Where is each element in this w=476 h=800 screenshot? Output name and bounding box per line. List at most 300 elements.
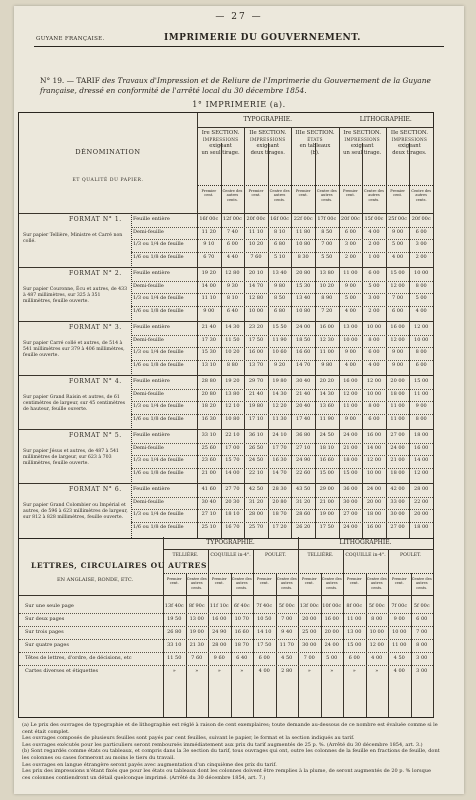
header-rule [197,127,433,128]
row-divider [131,281,433,282]
price-cell: 11 30 [272,415,287,422]
price-cell: 10 70 [234,616,249,622]
format-name: FORMAT N° 3. [69,324,122,331]
section-header [386,130,433,156]
price-cell: 25f 00c [388,216,408,222]
price-cell: 10 80 [225,415,240,422]
price-cell: 4 00 [258,668,270,674]
price-cell: 13f 00c [299,603,319,609]
price-cell: 30 00 [302,642,317,648]
size-row-label: 1/3 ou 1/4 de feuille [133,295,184,301]
next-hundred-header: Centre des autres cents. [411,189,432,202]
price-cell: 25 60 [201,444,216,451]
price-cell: 21 40 [201,324,216,330]
price-cell: 8 00 [415,349,427,355]
page-number: — 27 — [215,12,263,22]
price-cell: 36 00 [343,486,358,492]
price-cell: 30 00 [390,511,405,517]
section-line: (b). [310,149,320,156]
price-cell: 20 80 [201,390,216,397]
price-cell: 13 60 [319,403,334,409]
price-cell: 16 00 [414,444,429,451]
price-cell: 20f 00c [411,216,431,222]
format-divider [19,321,433,322]
letter-row-label: Têtes de lettres, d'ordre, de décisions, etc [25,655,132,661]
price-cell: 20 00 [366,498,382,505]
header-rule [163,573,433,574]
price-cell: 8 30 [297,253,309,260]
price-cell: 8 00 [368,403,380,409]
price-cell: 7 00 [392,295,404,301]
price-cell: 6 00 [368,349,380,355]
price-cell: 11 00 [343,403,358,409]
price-cell: 1 00 [368,253,380,260]
price-cell: 10 00 [392,629,407,635]
price-cell: 31 20 [248,498,264,505]
price-cell: 10 80 [296,307,311,314]
header-title: IMPRIMERIE DU GOUVERNEMENT. [164,33,361,43]
price-cell: 21 00 [343,444,358,451]
price-cell: 2 00 [344,253,356,260]
price-cell: » [172,668,176,674]
price-cell: 16 60 [234,629,249,635]
price-cell: 7 20 [321,307,333,314]
size-row-label: Demi-feuille [133,498,164,505]
price-cell: 7 00 [281,616,293,622]
price-cell: 6 00 [344,228,356,235]
size-row-label: 1/6 ou 1/8 de feuille [133,361,184,368]
size-row-label: Feuille entière [133,216,170,222]
price-cell: 27 70 [225,486,240,492]
price-cell: 16 00 [324,616,339,622]
price-cell: 28 30 [272,486,287,492]
price-cell: 15 00 [414,378,429,384]
price-cell: 18 70 [272,511,287,517]
price-cell: 28 00 [248,511,264,517]
row-divider [131,443,433,444]
price-cell: 29 70 [248,378,264,384]
tariff-title-text: des Travaux d'Impression et de Reliure de l'Imprimerie du Gouvernement de la Guyane française, dressé en conformité de l'arrêté local du 30 décembre 1854. [40,76,431,95]
next-hundred-header: Centre des autres cents. [321,577,342,590]
price-cell: 17 00 [225,444,240,451]
price-cell: 17 70 [272,444,287,451]
price-cell: 17 50 [248,336,264,343]
footnote: Les prix des impressions n'étant fixés que pour les états ou tableaux dont les colonnes doivent être remplies à la plume, de seront augmentés de 20 p. % lorsque ces colonnes contiendront un détail quelconque imprimé. (Arrêté du 30 décembre 1854, art. 7.) [22,768,431,781]
price-cell: 25 10 [201,523,216,530]
price-cell: 10 00 [414,336,429,343]
price-cell: 9 20 [274,361,286,368]
price-cell: 41 60 [201,486,216,492]
price-cell: 27 00 [343,511,358,517]
price-cell: 22 60 [296,469,311,476]
row-divider [131,293,433,294]
price-cell: 25 00 [302,629,317,635]
price-cell: 15 00 [390,270,405,276]
paper-column-header: COQUILLE in-4°. [210,553,251,558]
price-cell: 11 00 [392,642,407,648]
price-cell: 12 00 [369,642,384,648]
header-colony: GUYANE FRANÇAISE. [36,36,105,42]
price-cell: 18 70 [234,642,249,648]
price-cell: 6 00 [368,415,380,422]
denomination-header: DÉNOMINATION [75,148,141,156]
price-cell: 10 00 [366,390,382,397]
next-hundred-header: Centre des autres cents. [276,577,297,590]
row-divider [19,639,433,640]
price-cell: 8 00 [416,642,428,648]
row-divider [131,239,433,240]
price-cell: 12 00 [390,282,405,289]
tariff-table-letters [18,537,434,718]
price-cell: 16 00 [212,616,227,622]
size-row-label: 1/6 ou 1/8 de feuille [133,415,184,422]
price-cell: 9 00 [344,349,356,355]
size-row-label: Demi-feuille [133,228,164,235]
price-cell: 17 30 [201,336,216,343]
letters-table-title: LETTRES, CIRCULAIRES OU AUTRES [31,561,207,570]
typographie-header: TYPOGRAPHIE. [206,539,255,546]
price-cell: 6 00 [258,655,270,661]
section-line: IMPRESSIONS [250,136,286,142]
letters-table-subtitle: EN ANGLAISE, RONDE, ETC. [57,577,134,583]
price-cell: 20 00 [390,378,405,384]
price-cell: 8 00 [371,616,383,622]
row-divider [131,455,433,456]
tariff-table-formats [18,112,434,539]
size-row-label: 1/3 ou 1/4 de feuille [133,457,184,463]
price-cell: 13 00 [189,616,204,622]
price-cell: 11 10 [248,228,264,235]
price-cell: 18 50 [296,336,311,343]
price-cell: 27 00 [390,523,405,530]
price-cell: 18 00 [390,469,405,476]
price-cell: 13 80 [225,390,240,397]
first-hundred-header: Premier cent. [390,189,405,198]
price-cell: 14 00 [201,282,216,289]
price-cell: » [240,668,244,674]
price-cell: 12 10 [225,403,240,409]
price-cell: 14 70 [248,282,264,289]
row-divider [131,347,433,348]
next-hundred-header: Centre des autres cents. [411,577,432,590]
price-cell: 10 20 [248,241,264,247]
price-cell: 19 50 [167,616,182,622]
price-cell: 15 00 [347,642,362,648]
price-cell: » [330,668,334,674]
price-cell: 6 00 [415,361,427,368]
first-hundred-header: Premier cent. [346,577,362,586]
price-cell: 4 40 [226,253,238,260]
section-line: en tableaux [299,143,331,150]
price-cell: 15 00 [319,469,334,476]
format-description: Sur papier Jésus et autres, de 487 à 541 millimètres de largeur, sur 623 à 703 millimètres, feuille ouverte. [23,449,119,466]
row-divider [131,522,433,523]
price-cell: 16 00 [319,324,334,330]
paper-column-header: TELLIÈRE. [307,553,334,558]
price-cell: 7 00 [416,629,428,635]
price-cell: 20 00 [414,511,429,517]
price-cell: 24 10 [272,432,287,438]
price-cell: 11 00 [319,349,334,355]
price-cell: » [375,668,379,674]
price-cell: 9 10 [203,241,215,247]
price-cell: 8 00 [368,336,380,343]
price-cell: 16 30 [201,415,216,422]
price-cell: 14 00 [366,444,382,451]
price-cell: 20 00 [324,629,339,635]
row-divider [131,497,433,498]
price-cell: 8 00 [415,282,427,289]
price-cell: 19 00 [189,629,204,635]
price-cell: 10 00 [369,629,384,635]
price-cell: 9 30 [226,282,238,289]
footnote: Les ouvrages exécutés pour les particuliers seront remboursés immédiatement aux prix du tarif augmentés de 25 p. %. (Arrêté du 30 décembre 1854, art. 3.) [22,741,423,748]
price-cell: 17 50 [319,523,334,530]
section-line: deux tirages. [250,149,285,156]
format-description: Sur papier Carré collé et autres, de 514 à 541 millimètres sur 379 à 406 millimètres, feuille ouverte. [23,341,125,358]
price-cell: 8 10 [226,295,238,301]
price-cell: 5f 00c [413,603,430,609]
price-cell: 6 80 [274,307,286,314]
row-divider [131,389,433,390]
letter-row-label: Sur trois pages [25,629,64,635]
lithographie-header: LITHOGRAPHIE. [339,539,392,546]
price-cell: 9 00 [392,349,404,355]
format-description: Sur papier Couronne, Écu et autres, de 433 à 487 millimètres, sur 325 à 351 millimètres, feuille ouverte. [23,287,128,304]
price-cell: 5 00 [392,241,404,247]
paper-column-header: POULET. [400,553,421,558]
size-row-label: 1/3 ou 1/4 de feuille [133,403,184,409]
price-cell: 11 20 [201,228,216,235]
next-hundred-header: Centre des autres cents. [316,189,337,202]
price-cell: 9 00 [392,228,404,235]
price-cell: 13 40 [272,270,287,276]
row-divider [131,306,433,307]
price-cell: 3 00 [344,241,356,247]
section-title: Ire SECTION. [201,130,240,136]
price-cell: 14 30 [225,324,240,330]
paper-column-header: TELLIÈRE. [172,553,199,558]
footnote: (a) Le prix des ouvrages de typographie et de lithographie est réglé à raison de cent exemplaires; toute demande au-dessous de ce nombre est évaluée comme si le cent était complet. [22,722,438,735]
price-cell: 24 00 [343,523,358,530]
price-cell: 16 00 [390,324,405,330]
price-cell: 18 00 [366,511,382,517]
letter-row-label: Cartes diverses et étiquettes [25,668,99,674]
price-cell: 42 50 [248,486,264,492]
price-cell: 23 60 [201,457,216,463]
price-cell: 5 00 [415,295,427,301]
price-cell: 13f 40c [164,603,184,609]
price-cell: 15 30 [296,282,311,289]
price-cell: 15 50 [272,324,287,330]
next-hundred-header: Centre des autres cents. [231,577,252,590]
price-cell: 5f 00c [368,603,385,609]
format-name: FORMAT N° 1. [69,216,122,223]
first-hundred-header: Premier cent. [301,577,317,586]
section-title: Ire SECTION. [343,130,381,136]
price-cell: 7 60 [250,253,262,260]
header-rule [19,213,433,214]
section-header [339,130,386,156]
price-cell: 21 00 [390,457,405,463]
price-cell: 13 40 [296,295,311,301]
price-cell: 21 30 [189,642,204,648]
price-cell: 5 10 [274,253,286,260]
price-cell: 8f 00c [346,603,363,609]
price-cell: 11 00 [343,270,358,276]
price-cell: 3 00 [368,295,380,301]
section-line: un seul tirage. [343,149,382,156]
price-cell: 3 00 [415,241,427,247]
price-cell: 2 80 [281,668,293,674]
price-cell: 7 00 [303,655,315,661]
typographie-header: TYPOGRAPHIE. [243,116,293,123]
price-cell: 3 00 [416,668,428,674]
price-cell: 19 20 [225,378,240,384]
price-cell: 13 10 [201,361,216,368]
price-cell: 28 80 [201,378,216,384]
section-line: un seul tirage. [201,149,240,156]
header-rule [163,549,433,550]
size-row-label: 1/3 ou 1/4 de feuille [133,349,184,355]
price-cell: 8 10 [274,228,286,235]
price-cell: 9 00 [344,282,356,289]
row-divider [131,468,433,469]
tariff-number: N° 19. — TARIF [40,76,100,85]
price-cell: 4 00 [368,361,380,368]
price-cell: 2 00 [368,241,380,247]
price-cell: 24 00 [343,432,358,438]
price-cell: 16 60 [296,349,311,355]
price-cell: 13 70 [248,361,264,368]
price-cell: 11 50 [167,655,182,661]
header-rule [34,46,444,47]
denomination-subheader: ET QUALITÉ DU PAPIER. [72,178,144,183]
price-cell: 10 00 [366,324,382,330]
price-cell: 16 00 [366,432,382,438]
price-cell: 15 00 [343,469,358,476]
price-cell: 17 10 [248,415,264,422]
price-cell: 16 00 [343,378,358,384]
next-hundred-header: Centre des autres cents. [222,189,243,202]
price-cell: 11 90 [272,336,287,343]
price-cell: 20 10 [248,270,264,276]
price-cell: 10 00 [366,469,382,476]
price-cell: 4 00 [344,361,356,368]
price-cell: 20 80 [272,498,287,505]
price-cell: 12 00 [366,378,382,384]
price-cell: 13 00 [347,629,362,635]
size-row-label: Feuille entière [133,378,170,384]
section-line: IMPRESSIONS [202,136,239,142]
price-cell: 24 90 [212,629,227,635]
price-cell: 33 10 [167,642,182,648]
section-line: exigeant [398,143,421,150]
price-cell: 11 00 [390,403,405,409]
price-cell: 9 80 [321,361,333,368]
size-row-label: 1/3 ou 1/4 de feuille [133,511,184,517]
first-hundred-header: Premier cent. [391,577,407,586]
price-cell: 11 70 [279,642,294,648]
price-cell: 16 60 [319,457,334,463]
size-row-label: Feuille entière [133,486,170,492]
format-divider [19,267,433,268]
price-cell: 24 00 [296,324,311,330]
next-hundred-header: Centre des autres cents. [364,189,384,202]
first-hundred-header: Premier cent. [211,577,227,586]
price-cell: 10 00 [343,336,358,343]
letter-row-label: Sur une seule page [25,603,74,609]
price-cell: 6 00 [392,307,404,314]
section-line: deux tirages. [392,149,427,156]
price-cell: 27 00 [390,432,405,438]
price-cell: 6 70 [203,253,215,260]
price-cell: 31 20 [296,498,311,505]
price-cell: 11 00 [347,616,362,622]
price-cell: 8 00 [415,415,427,422]
price-cell: 12 00 [390,336,405,343]
price-cell: 20f 00c [340,216,360,222]
format-name: FORMAT N° 4. [69,378,122,385]
price-cell: 14 30 [319,390,334,397]
price-cell: 9 00 [415,403,427,409]
price-cell: 21 40 [248,390,264,397]
price-cell: 5 50 [321,253,333,260]
price-cell: 12 80 [225,270,240,276]
letter-row-label: Sur quatre pages [25,642,69,648]
row-divider [131,401,433,402]
price-cell: 14 70 [296,361,311,368]
price-cell: 6 40 [236,655,248,661]
first-hundred-header: Premier cent. [343,189,358,198]
price-cell: 9 00 [393,616,405,622]
price-cell: 9 00 [344,415,356,422]
price-cell: 21 00 [201,469,216,476]
price-cell: 25 70 [248,523,264,530]
price-cell: 15 70 [225,457,240,463]
price-cell: 4 50 [393,655,405,661]
price-cell: 6f 40c [233,603,250,609]
price-cell: 21 40 [296,390,311,397]
price-cell: 6 00 [226,241,238,247]
price-cell: 8 90 [321,295,333,301]
paper-column-header: COQUILLE in-4°. [345,553,386,558]
price-cell: 10 80 [296,241,311,247]
price-cell: 30 40 [201,498,216,505]
price-cell: 10 00 [414,270,429,276]
price-cell: 21 00 [319,498,334,505]
size-row-label: Demi-feuille [133,282,164,289]
price-cell: 7 00 [321,241,333,247]
price-cell: 12 00 [343,390,358,397]
first-hundred-header: Premier cent. [248,189,264,198]
lithographie-header: LITHOGRAPHIE. [359,116,412,123]
price-cell: 8f 90c [188,603,205,609]
price-cell: 12 80 [248,295,264,301]
price-cell: 4 00 [393,668,405,674]
footnote: Les ouvrages composés de plusieurs feuilles sont payés par cent feuilles, suivant le papier, le format et la section indiqués au tarif. [22,735,355,742]
price-cell: 24 00 [324,642,339,648]
first-hundred-header: Premier cent. [295,189,311,198]
price-cell: 14 10 [257,629,272,635]
price-cell: 3 00 [416,655,428,661]
price-cell: 27 10 [201,511,216,517]
price-cell: » [217,668,221,674]
price-cell: 12 00 [414,469,429,476]
price-cell: 18 20 [201,403,216,409]
price-cell: 24 00 [366,486,382,492]
price-cell: 42 00 [390,486,405,492]
